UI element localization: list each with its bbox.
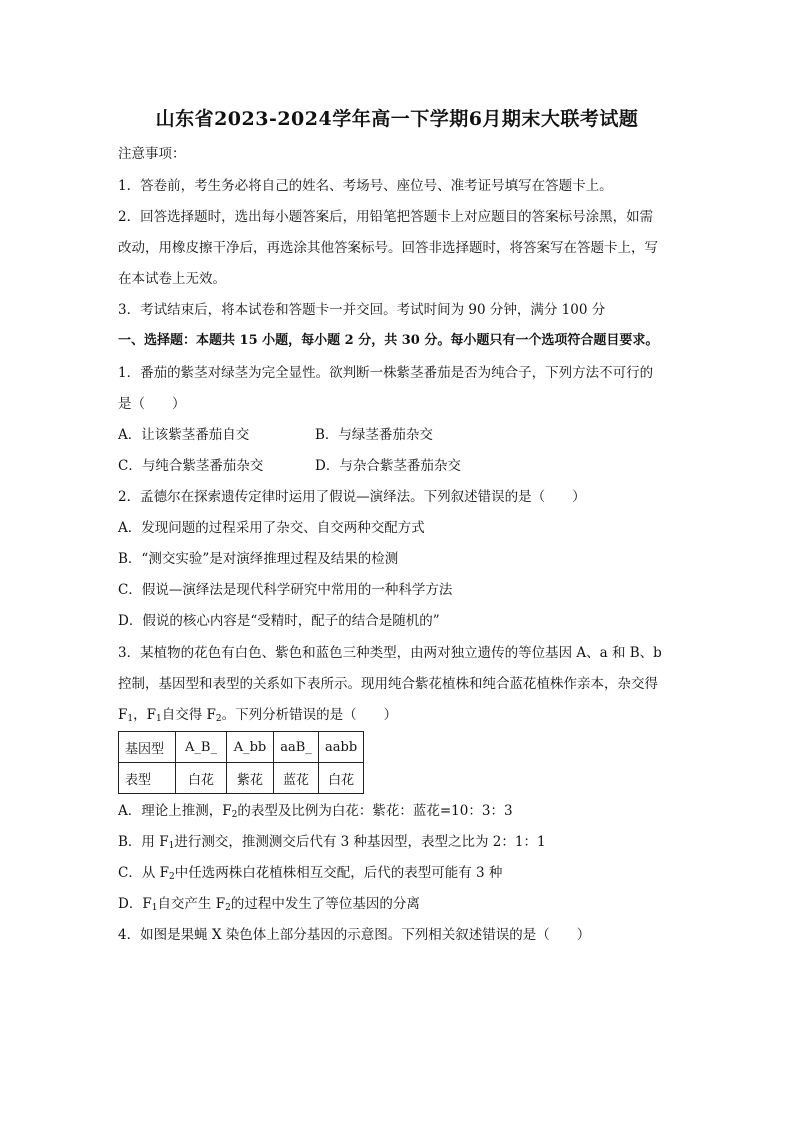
q1-stem-line-2: 是（ ） <box>118 396 186 412</box>
table-cell: 蓝花 <box>274 763 319 794</box>
q2-option-d: D．假说的核心内容是“受精时，配子的结合是随机的” <box>118 613 440 629</box>
table-cell: A_B_ <box>176 732 227 763</box>
q1-stem-line-1: 1．番茄的紫茎对绿茎为完全显性。欲判断一株紫茎番茄是否为纯合子，下列方法不可行的 <box>118 365 654 381</box>
notice-line-1: 1．答卷前，考生务必将自己的姓名、考场号、座位号、准考证号填写在答题卡上。 <box>118 178 613 194</box>
notice-line-3: 改动，用橡皮擦干净后，再选涂其他答案标号。回答非选择题时，将答案写在答题卡上，写 <box>118 240 658 256</box>
notice-line-4: 在本试卷上无效。 <box>118 271 226 287</box>
q3-stem-line-2: 控制，基因型和表型的关系如下表所示。现用纯合紫花植株和纯合蓝花植株作亲本，杂交得 <box>118 676 658 692</box>
table-cell: A_bb <box>227 732 274 763</box>
notice-heading: 注意事项： <box>118 146 186 162</box>
q1-option-b: B．与绿茎番茄杂交 <box>315 427 433 443</box>
q3-option-c: C．从 $F_2$中任选两株白花植株相互交配，后代的表型可能有 3 种 <box>118 865 503 882</box>
q3-stem-line-3: $F_1$，$F_1$自交得 $F_2$。下列分析错误的是（ ） <box>118 707 398 724</box>
table-cell: 白花 <box>319 763 364 794</box>
q2-option-c: C．假说—演绎法是现代科学研究中常用的一种科学方法 <box>118 582 453 598</box>
table-cell: 表型 <box>119 763 176 794</box>
table-cell: aabb <box>319 732 364 763</box>
notice-line-2: 2．回答选择题时，选出每小题答案后，用铅笔把答题卡上对应题目的答案标号涂黑，如需 <box>118 209 654 225</box>
table-cell: aaB_ <box>274 732 319 763</box>
q1-option-a: A．让该紫茎番茄自交 <box>118 427 250 443</box>
table-cell: 白花 <box>176 763 227 794</box>
exam-title: 山东省2023-2024学年高一下学期6月期末大联考试题 <box>155 108 639 130</box>
q3-option-a: A．理论上推测，$F_2$的表型及比例为白花：紫花：蓝花=10：3：3 <box>118 803 513 820</box>
notice-line-5: 3．考试结束后，将本试卷和答题卡一并交回。考试时间为 90 分钟，满分 100 分 <box>118 302 606 318</box>
q1-option-c: C．与纯合紫茎番茄杂交 <box>118 458 264 474</box>
section-heading: 一、选择题：本题共 15 小题，每小题 2 分，共 30 分。每小题只有一个选项符合题目要求。 <box>118 333 659 348</box>
q1-option-d: D．与杂合紫茎番茄杂交 <box>315 458 461 474</box>
q2-option-a: A．发现问题的过程采用了杂交、自交两种交配方式 <box>118 520 425 536</box>
q2-option-b: B．“测交实验”是对演绎推理过程及结果的检测 <box>118 551 399 567</box>
table-row <box>119 732 364 763</box>
q3-stem-line-1: 3．某植物的花色有白色、紫色和蓝色三种类型，由两对独立遗传的等位基因 A、a 和 B、b <box>118 645 662 661</box>
table-cell: 基因型 <box>119 732 176 763</box>
table-cell: 紫花 <box>227 763 274 794</box>
q3-option-b: B．用 $F_1$进行测交，推测测交后代有 3 种基因型，表型之比为 2：1：1 <box>118 834 546 851</box>
q3-option-d: D．$F_1$自交产生 $F_2$的过程中发生了等位基因的分离 <box>118 896 420 913</box>
q2-stem: 2．孟德尔在探索遗传定律时运用了假说—演绎法。下列叙述错误的是（ ） <box>118 489 586 505</box>
table-row <box>119 763 364 794</box>
q4-stem: 4．如图是果蝇 X 染色体上部分基因的示意图。下列相关叙述错误的是（ ） <box>118 927 591 943</box>
genotype-phenotype-table <box>118 731 364 794</box>
